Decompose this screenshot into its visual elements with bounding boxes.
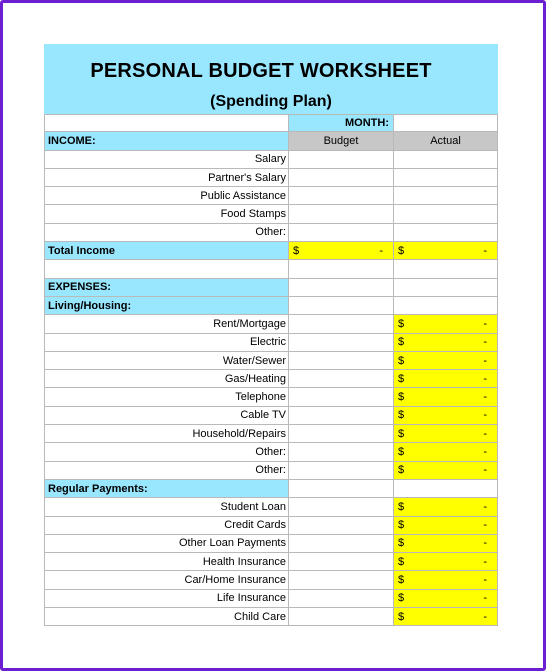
actual-cell[interactable] (394, 443, 498, 461)
regular-payments-header: Regular Payments: (44, 480, 289, 498)
income-header: INCOME: (44, 132, 289, 150)
expenses-header: EXPENSES: (44, 279, 289, 297)
income-rows (44, 151, 498, 242)
blank-cell[interactable] (44, 260, 289, 278)
budget-cell[interactable] (289, 425, 394, 443)
currency-symbol: $ (398, 354, 405, 367)
line-item-label: Electric (44, 334, 289, 352)
line-item-label: Other: (44, 224, 289, 242)
table-row (44, 425, 498, 443)
total-income-label: Total Income (44, 242, 289, 260)
blank-cell[interactable] (289, 297, 394, 315)
line-item-label: Other: (44, 462, 289, 480)
table-row (44, 462, 498, 480)
actual-cell[interactable] (394, 352, 498, 370)
total-income-row (44, 242, 498, 260)
budget-column-header: Budget (289, 132, 394, 150)
empty-value: - (483, 464, 487, 477)
month-label: MONTH: (289, 114, 394, 132)
actual-cell[interactable] (394, 370, 498, 388)
empty-value: - (483, 592, 487, 605)
empty-value: - (483, 445, 487, 458)
line-item-label: Health Insurance (44, 553, 289, 571)
budget-cell[interactable] (289, 370, 394, 388)
line-item-label: Credit Cards (44, 517, 289, 535)
table-row (44, 535, 498, 553)
line-item-label: Child Care (44, 608, 289, 626)
actual-cell[interactable] (394, 315, 498, 333)
living-header-row (44, 297, 498, 315)
empty-value: - (483, 372, 487, 385)
line-item-label: Salary (44, 151, 289, 169)
currency-symbol: $ (398, 409, 405, 422)
actual-cell[interactable] (394, 224, 498, 242)
blank-cell[interactable] (44, 114, 289, 132)
table-row (44, 205, 498, 223)
budget-cell[interactable] (289, 187, 394, 205)
currency-symbol: $ (293, 244, 300, 257)
currency-symbol: $ (398, 610, 405, 623)
actual-cell[interactable] (394, 590, 498, 608)
actual-cell[interactable] (394, 535, 498, 553)
budget-cell[interactable] (289, 590, 394, 608)
budget-cell[interactable] (289, 498, 394, 516)
currency-symbol: $ (398, 391, 405, 404)
expenses-header-row (44, 279, 498, 297)
empty-value: - (483, 427, 487, 440)
currency-symbol: $ (398, 445, 405, 458)
blank-cell[interactable] (394, 279, 498, 297)
month-row (44, 114, 498, 132)
currency-symbol: $ (398, 336, 405, 349)
budget-cell[interactable] (289, 571, 394, 589)
total-income-budget[interactable] (289, 242, 394, 260)
currency-symbol: $ (398, 464, 405, 477)
actual-cell[interactable] (394, 608, 498, 626)
actual-cell[interactable] (394, 334, 498, 352)
actual-cell[interactable] (394, 407, 498, 425)
budget-cell[interactable] (289, 407, 394, 425)
blank-cell[interactable] (394, 260, 498, 278)
regular-header-row (44, 480, 498, 498)
actual-cell[interactable] (394, 571, 498, 589)
budget-worksheet (44, 44, 498, 626)
table-row (44, 224, 498, 242)
line-item-label: Telephone (44, 388, 289, 406)
actual-cell[interactable] (394, 187, 498, 205)
actual-column-header: Actual (394, 132, 498, 150)
line-item-label: Car/Home Insurance (44, 571, 289, 589)
budget-cell[interactable] (289, 443, 394, 461)
table-row (44, 151, 498, 169)
line-item-label: Cable TV (44, 407, 289, 425)
table-row (44, 590, 498, 608)
empty-value: - (483, 610, 487, 623)
table-row (44, 407, 498, 425)
table-row (44, 608, 498, 626)
empty-value: - (483, 317, 487, 330)
empty-value: - (483, 244, 487, 257)
currency-symbol: $ (398, 555, 405, 568)
budget-cell[interactable] (289, 462, 394, 480)
budget-cell[interactable] (289, 388, 394, 406)
budget-cell[interactable] (289, 224, 394, 242)
actual-cell[interactable] (394, 169, 498, 187)
empty-value: - (483, 336, 487, 349)
empty-value: - (483, 555, 487, 568)
table-row (44, 498, 498, 516)
line-item-label: Life Insurance (44, 590, 289, 608)
table-row (44, 517, 498, 535)
table-row (44, 315, 498, 333)
table-row (44, 388, 498, 406)
currency-symbol: $ (398, 574, 405, 587)
currency-symbol: $ (398, 427, 405, 440)
month-input-cell[interactable] (394, 114, 498, 132)
line-item-label: Other Loan Payments (44, 535, 289, 553)
line-item-label: Water/Sewer (44, 352, 289, 370)
actual-cell[interactable] (394, 425, 498, 443)
actual-cell[interactable] (394, 151, 498, 169)
blank-cell[interactable] (289, 279, 394, 297)
table-row (44, 443, 498, 461)
line-item-label: Rent/Mortgage (44, 315, 289, 333)
actual-cell[interactable] (394, 388, 498, 406)
table-row (44, 553, 498, 571)
line-item-label: Public Assistance (44, 187, 289, 205)
line-item-label: Partner's Salary (44, 169, 289, 187)
actual-cell[interactable] (394, 498, 498, 516)
budget-cell[interactable] (289, 169, 394, 187)
empty-value: - (483, 519, 487, 532)
budget-cell[interactable] (289, 315, 394, 333)
table-row (44, 571, 498, 589)
budget-cell[interactable] (289, 553, 394, 571)
table-row (44, 370, 498, 388)
budget-cell[interactable] (289, 517, 394, 535)
budget-cell[interactable] (289, 535, 394, 553)
living-housing-header: Living/Housing: (44, 297, 289, 315)
empty-value: - (379, 244, 383, 257)
blank-cell[interactable] (289, 480, 394, 498)
budget-cell[interactable] (289, 352, 394, 370)
regular-rows (44, 498, 498, 626)
blank-cell[interactable] (289, 260, 394, 278)
empty-value: - (483, 500, 487, 513)
worksheet-title: PERSONAL BUDGET WORKSHEET (90, 60, 432, 82)
actual-cell[interactable] (394, 462, 498, 480)
table-row (44, 334, 498, 352)
blank-cell[interactable] (394, 480, 498, 498)
table-row (44, 169, 498, 187)
currency-symbol: $ (398, 519, 405, 532)
currency-symbol: $ (398, 244, 405, 257)
actual-cell[interactable] (394, 205, 498, 223)
empty-value: - (483, 537, 487, 550)
budget-grid (44, 114, 498, 626)
currency-symbol: $ (398, 500, 405, 513)
column-header-row (44, 132, 498, 150)
living-rows (44, 315, 498, 480)
table-row (44, 352, 498, 370)
total-income-actual[interactable] (394, 242, 498, 260)
title-block (44, 44, 498, 114)
line-item-label: Gas/Heating (44, 370, 289, 388)
actual-cell[interactable] (394, 517, 498, 535)
actual-cell[interactable] (394, 553, 498, 571)
budget-cell[interactable] (289, 151, 394, 169)
empty-value: - (483, 354, 487, 367)
budget-cell[interactable] (289, 205, 394, 223)
worksheet-subtitle: (Spending Plan) (210, 93, 332, 110)
line-item-label: Student Loan (44, 498, 289, 516)
line-item-label: Food Stamps (44, 205, 289, 223)
currency-symbol: $ (398, 372, 405, 385)
empty-value: - (483, 409, 487, 422)
line-item-label: Household/Repairs (44, 425, 289, 443)
blank-cell[interactable] (394, 297, 498, 315)
table-row (44, 187, 498, 205)
currency-symbol: $ (398, 537, 405, 550)
empty-value: - (483, 391, 487, 404)
budget-cell[interactable] (289, 608, 394, 626)
budget-cell[interactable] (289, 334, 394, 352)
spacer-row (44, 260, 498, 278)
empty-value: - (483, 574, 487, 587)
currency-symbol: $ (398, 592, 405, 605)
line-item-label: Other: (44, 443, 289, 461)
currency-symbol: $ (398, 317, 405, 330)
